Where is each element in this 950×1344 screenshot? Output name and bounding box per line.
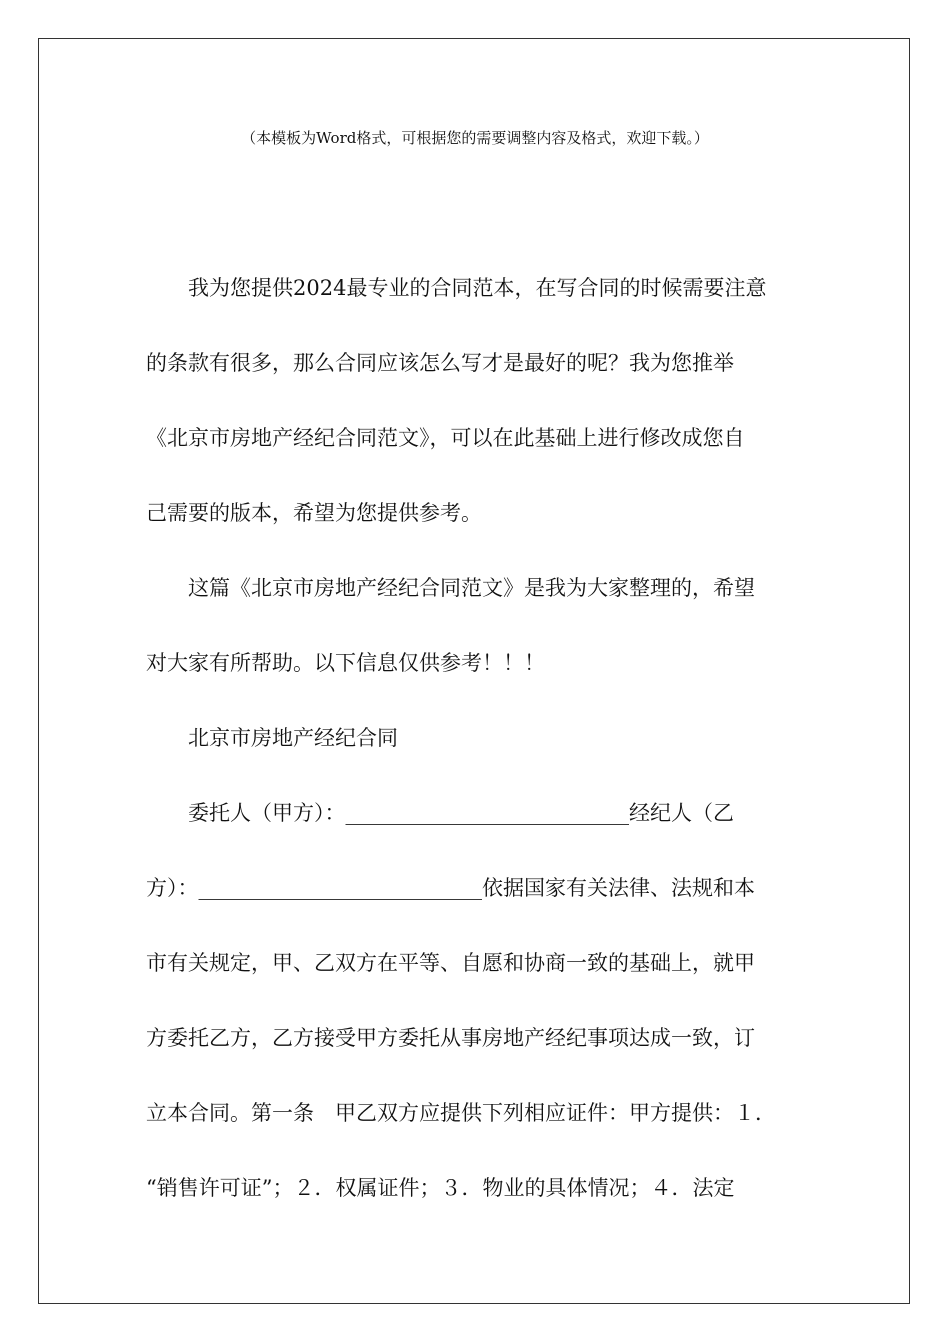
paragraph-line: 《北京市房地产经纪合同范文》，可以在此基础上进行修改成您自 (146, 426, 745, 450)
contract-title: 北京市房地产经纪合同 (188, 726, 398, 750)
paragraph-line: 市有关规定，甲、乙双方在平等、自愿和协商一致的基础上，就甲 (146, 951, 755, 975)
paragraph-line: 我为您提供2024最专业的合同范本，在写合同的时候需要注意 (188, 276, 767, 300)
template-note: （本模板为Word格式，可根据您的需要调整内容及格式，欢迎下载。） (241, 129, 709, 147)
paragraph-line: 己需要的版本，希望为您提供参考。 (146, 501, 482, 525)
paragraph-line: 这篇《北京市房地产经纪合同范文》是我为大家整理的，希望 (188, 576, 755, 600)
paragraph-line: 对大家有所帮助。以下信息仅供参考！！！ (146, 651, 545, 675)
paragraph-line: “销售许可证”；２．权属证件；３．物业的具体情况；４．法定 (146, 1176, 735, 1200)
paragraph-line: 方委托乙方，乙方接受甲方委托从事房地产经纪事项达成一致，订 (146, 1026, 755, 1050)
paragraph-line: 的条款有很多，那么合同应该怎么写才是最好的呢？我为您推举 (146, 351, 734, 375)
paragraph-line: 立本合同。第一条 甲乙双方应提供下列相应证件：甲方提供：１． (146, 1101, 776, 1125)
paragraph-line: 方）：___________________________依据国家有关法律、法规和本 (146, 876, 755, 900)
paragraph-line: 委托人（甲方）：___________________________经纪人（乙 (188, 801, 734, 825)
